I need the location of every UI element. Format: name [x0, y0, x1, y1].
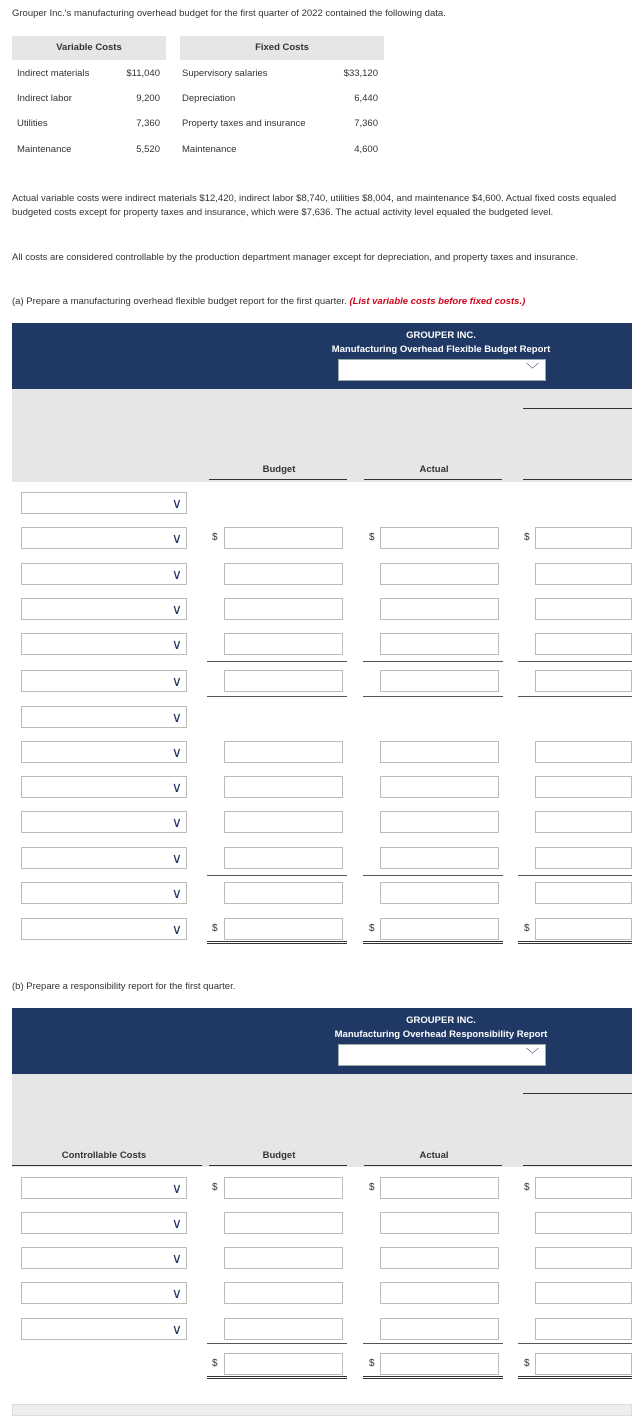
- fixed-value: $33,120: [343, 68, 378, 79]
- var-label: Maintenance: [17, 144, 72, 155]
- line-item-dropdown[interactable]: [21, 633, 187, 655]
- line-item-dropdown[interactable]: [21, 741, 187, 763]
- actual-input[interactable]: [380, 1212, 499, 1234]
- actual-input[interactable]: [380, 1282, 499, 1304]
- underline: [518, 1343, 632, 1344]
- budget-input[interactable]: [224, 1247, 343, 1269]
- chevron-down-icon: ∨: [171, 1321, 182, 1337]
- dollar-sign: $: [212, 1182, 218, 1193]
- dollar-sign: $: [369, 1358, 375, 1369]
- dollar-sign: $: [369, 1182, 375, 1193]
- line-item-dropdown[interactable]: [21, 1212, 187, 1234]
- actual-input[interactable]: [380, 776, 499, 798]
- var-label: Indirect materials: [17, 68, 90, 79]
- fixed-label: Supervisory salaries: [182, 68, 268, 79]
- dollar-sign: $: [524, 923, 530, 934]
- line-item-dropdown[interactable]: [21, 847, 187, 869]
- difference-input[interactable]: [535, 811, 632, 833]
- underline: [363, 875, 503, 876]
- actual-header-line: [364, 479, 502, 480]
- budget-input[interactable]: [224, 670, 343, 692]
- underline: [363, 1343, 503, 1344]
- part-a-instruction-note: (List variable costs before fixed costs.): [349, 296, 526, 307]
- actual-input[interactable]: [380, 598, 499, 620]
- dollar-sign: $: [369, 532, 375, 543]
- budget-input[interactable]: [224, 563, 343, 585]
- budget-input[interactable]: [224, 1177, 343, 1199]
- variable-costs-header: Variable Costs: [12, 36, 166, 60]
- company-name: GROUPER INC.: [406, 1015, 476, 1026]
- var-value: 9,200: [136, 93, 160, 104]
- budget-input[interactable]: [224, 1212, 343, 1234]
- company-name: GROUPER INC.: [406, 330, 476, 341]
- difference-input[interactable]: [535, 670, 632, 692]
- actual-input[interactable]: [380, 918, 499, 940]
- actual-input[interactable]: [380, 1247, 499, 1269]
- actual-input[interactable]: [380, 1318, 499, 1340]
- var-value: $11,040: [126, 68, 160, 79]
- col-budget: Budget: [262, 464, 296, 475]
- part-a-instruction: [12, 295, 525, 309]
- difference-input[interactable]: [535, 1177, 632, 1199]
- dollar-sign: $: [369, 923, 375, 934]
- fixed-value: 7,360: [354, 118, 378, 129]
- actual-input[interactable]: [380, 1353, 499, 1375]
- line-item-dropdown[interactable]: [21, 563, 187, 585]
- var-label: Indirect labor: [17, 93, 72, 104]
- difference-input[interactable]: [535, 1353, 632, 1375]
- chevron-down-icon: ∨: [171, 673, 182, 689]
- line-item-dropdown[interactable]: [21, 598, 187, 620]
- double-underline: [518, 941, 632, 944]
- difference-input[interactable]: [535, 1212, 632, 1234]
- fixed-costs-header: Fixed Costs: [180, 36, 384, 60]
- underline: [363, 696, 503, 697]
- double-underline: [363, 1376, 503, 1379]
- dollar-sign: $: [212, 532, 218, 543]
- difference-input[interactable]: [535, 1247, 632, 1269]
- double-underline: [363, 941, 503, 944]
- col-actual: Actual: [419, 1150, 449, 1161]
- double-underline: [207, 941, 347, 944]
- var-value: 7,360: [136, 118, 160, 129]
- difference-input[interactable]: [535, 527, 632, 549]
- actual-input[interactable]: [380, 633, 499, 655]
- dollar-sign: $: [212, 923, 218, 934]
- diff-header-line: [523, 1165, 632, 1166]
- budget-input[interactable]: [224, 633, 343, 655]
- fixed-label: Maintenance: [182, 144, 237, 155]
- difference-input[interactable]: [535, 847, 632, 869]
- underline: [518, 875, 632, 876]
- difference-input[interactable]: [535, 918, 632, 940]
- chevron-down-icon: ∨: [171, 495, 182, 511]
- line-item-dropdown[interactable]: [21, 706, 187, 728]
- line-item-dropdown[interactable]: [21, 670, 187, 692]
- actual-input[interactable]: [380, 527, 499, 549]
- line-item-dropdown[interactable]: [21, 1318, 187, 1340]
- chevron-down-icon: ∨: [171, 850, 182, 866]
- diff-header-line: [523, 479, 632, 480]
- budget-input[interactable]: [224, 918, 343, 940]
- actual-input[interactable]: [380, 1177, 499, 1199]
- fixed-label: Depreciation: [182, 93, 236, 104]
- fixed-value: 4,600: [354, 144, 378, 155]
- fixed-value: 6,440: [354, 93, 378, 104]
- col-controllable-costs: Controllable Costs: [61, 1150, 147, 1161]
- actual-costs-paragraph: Actual variable costs were indirect materials $12,420, indirect labor $8,740, utilities $8,004, and maintenance $4,600. Actual fixed costs equaled budgeted costs except for property taxes and insurance, which were $7,636. The actual activity level equaled the budgeted level.: [12, 193, 617, 218]
- underline: [207, 661, 347, 662]
- underline: [518, 661, 632, 662]
- budget-header-line: [209, 1165, 347, 1166]
- chevron-down-icon: ∨: [171, 814, 182, 830]
- controllable-paragraph: All costs are considered controllable by the production department manager except for depreciation, and property taxes and insurance.: [12, 252, 579, 263]
- chevron-down-icon: ∨: [171, 921, 182, 937]
- difference-input[interactable]: [535, 1282, 632, 1304]
- difference-input[interactable]: [535, 741, 632, 763]
- chevron-down-icon: ﹀: [525, 362, 539, 377]
- underline: [207, 875, 347, 876]
- actual-input[interactable]: [380, 563, 499, 585]
- difference-input[interactable]: [535, 776, 632, 798]
- period-dropdown[interactable]: [338, 359, 546, 381]
- double-underline: [207, 1376, 347, 1379]
- col-budget: Budget: [262, 1150, 296, 1161]
- report-title: Manufacturing Overhead Flexible Budget Report: [331, 344, 551, 355]
- actual-header-line: [364, 1165, 502, 1166]
- chevron-down-icon: ∨: [171, 1180, 182, 1196]
- difference-input[interactable]: [535, 563, 632, 585]
- budget-input[interactable]: [224, 741, 343, 763]
- line-item-dropdown[interactable]: [21, 1282, 187, 1304]
- line-item-dropdown[interactable]: [21, 1177, 187, 1199]
- actual-input[interactable]: [380, 847, 499, 869]
- report-title: Manufacturing Overhead Responsibility Report: [334, 1029, 548, 1040]
- line-item-dropdown[interactable]: [21, 492, 187, 514]
- line-item-dropdown[interactable]: [21, 918, 187, 940]
- chevron-down-icon: ∨: [171, 885, 182, 901]
- underline: [363, 661, 503, 662]
- chevron-down-icon: ∨: [171, 530, 182, 546]
- chevron-down-icon: ∨: [171, 566, 182, 582]
- line-item-dropdown[interactable]: [21, 776, 187, 798]
- difference-header-line: [523, 1093, 632, 1094]
- chevron-down-icon: ∨: [171, 636, 182, 652]
- line-item-dropdown[interactable]: [21, 811, 187, 833]
- actual-input[interactable]: [380, 811, 499, 833]
- line-item-dropdown[interactable]: [21, 527, 187, 549]
- difference-input[interactable]: [535, 1318, 632, 1340]
- budget-input[interactable]: [224, 527, 343, 549]
- actual-input[interactable]: [380, 670, 499, 692]
- part-a-instruction-text: (a) Prepare a manufacturing overhead flexible budget report for the first quarter.: [12, 296, 347, 307]
- chevron-down-icon: ﹀: [525, 1047, 539, 1062]
- dollar-sign: $: [524, 532, 530, 543]
- budget-input[interactable]: [224, 882, 343, 904]
- underline: [518, 696, 632, 697]
- chevron-down-icon: ∨: [171, 1250, 182, 1266]
- intro-text: Grouper Inc.'s manufacturing overhead budget for the first quarter of 2022 contained the following data.: [12, 8, 446, 19]
- part-b-instruction: (b) Prepare a responsibility report for the first quarter.: [12, 981, 236, 992]
- actual-input[interactable]: [380, 741, 499, 763]
- budget-input[interactable]: [224, 1282, 343, 1304]
- difference-input[interactable]: [535, 598, 632, 620]
- difference-input[interactable]: [535, 882, 632, 904]
- var-value: 5,520: [136, 144, 160, 155]
- controllable-header-line: [12, 1165, 202, 1166]
- underline: [207, 1343, 347, 1344]
- chevron-down-icon: ∨: [171, 1215, 182, 1231]
- actual-input[interactable]: [380, 882, 499, 904]
- col-actual: Actual: [419, 464, 449, 475]
- underline: [207, 696, 347, 697]
- dollar-sign: $: [212, 1358, 218, 1369]
- chevron-down-icon: ∨: [171, 779, 182, 795]
- period-dropdown[interactable]: [338, 1044, 546, 1066]
- budget-input[interactable]: [224, 598, 343, 620]
- var-label: Utilities: [17, 118, 48, 129]
- fixed-label: Property taxes and insurance: [182, 118, 306, 129]
- line-item-dropdown[interactable]: [21, 882, 187, 904]
- difference-input[interactable]: [535, 633, 632, 655]
- line-item-dropdown[interactable]: [21, 1247, 187, 1269]
- budget-input[interactable]: [224, 776, 343, 798]
- difference-header-line: [523, 408, 632, 409]
- chevron-down-icon: ∨: [171, 744, 182, 760]
- budget-input[interactable]: [224, 1318, 343, 1340]
- dollar-sign: $: [524, 1182, 530, 1193]
- next-section-panel: [12, 1404, 632, 1416]
- dollar-sign: $: [524, 1358, 530, 1369]
- budget-input[interactable]: [224, 847, 343, 869]
- budget-input[interactable]: [224, 1353, 343, 1375]
- chevron-down-icon: ∨: [171, 601, 182, 617]
- budget-header-line: [209, 479, 347, 480]
- budget-input[interactable]: [224, 811, 343, 833]
- chevron-down-icon: ∨: [171, 1285, 182, 1301]
- double-underline: [518, 1376, 632, 1379]
- chevron-down-icon: ∨: [171, 709, 182, 725]
